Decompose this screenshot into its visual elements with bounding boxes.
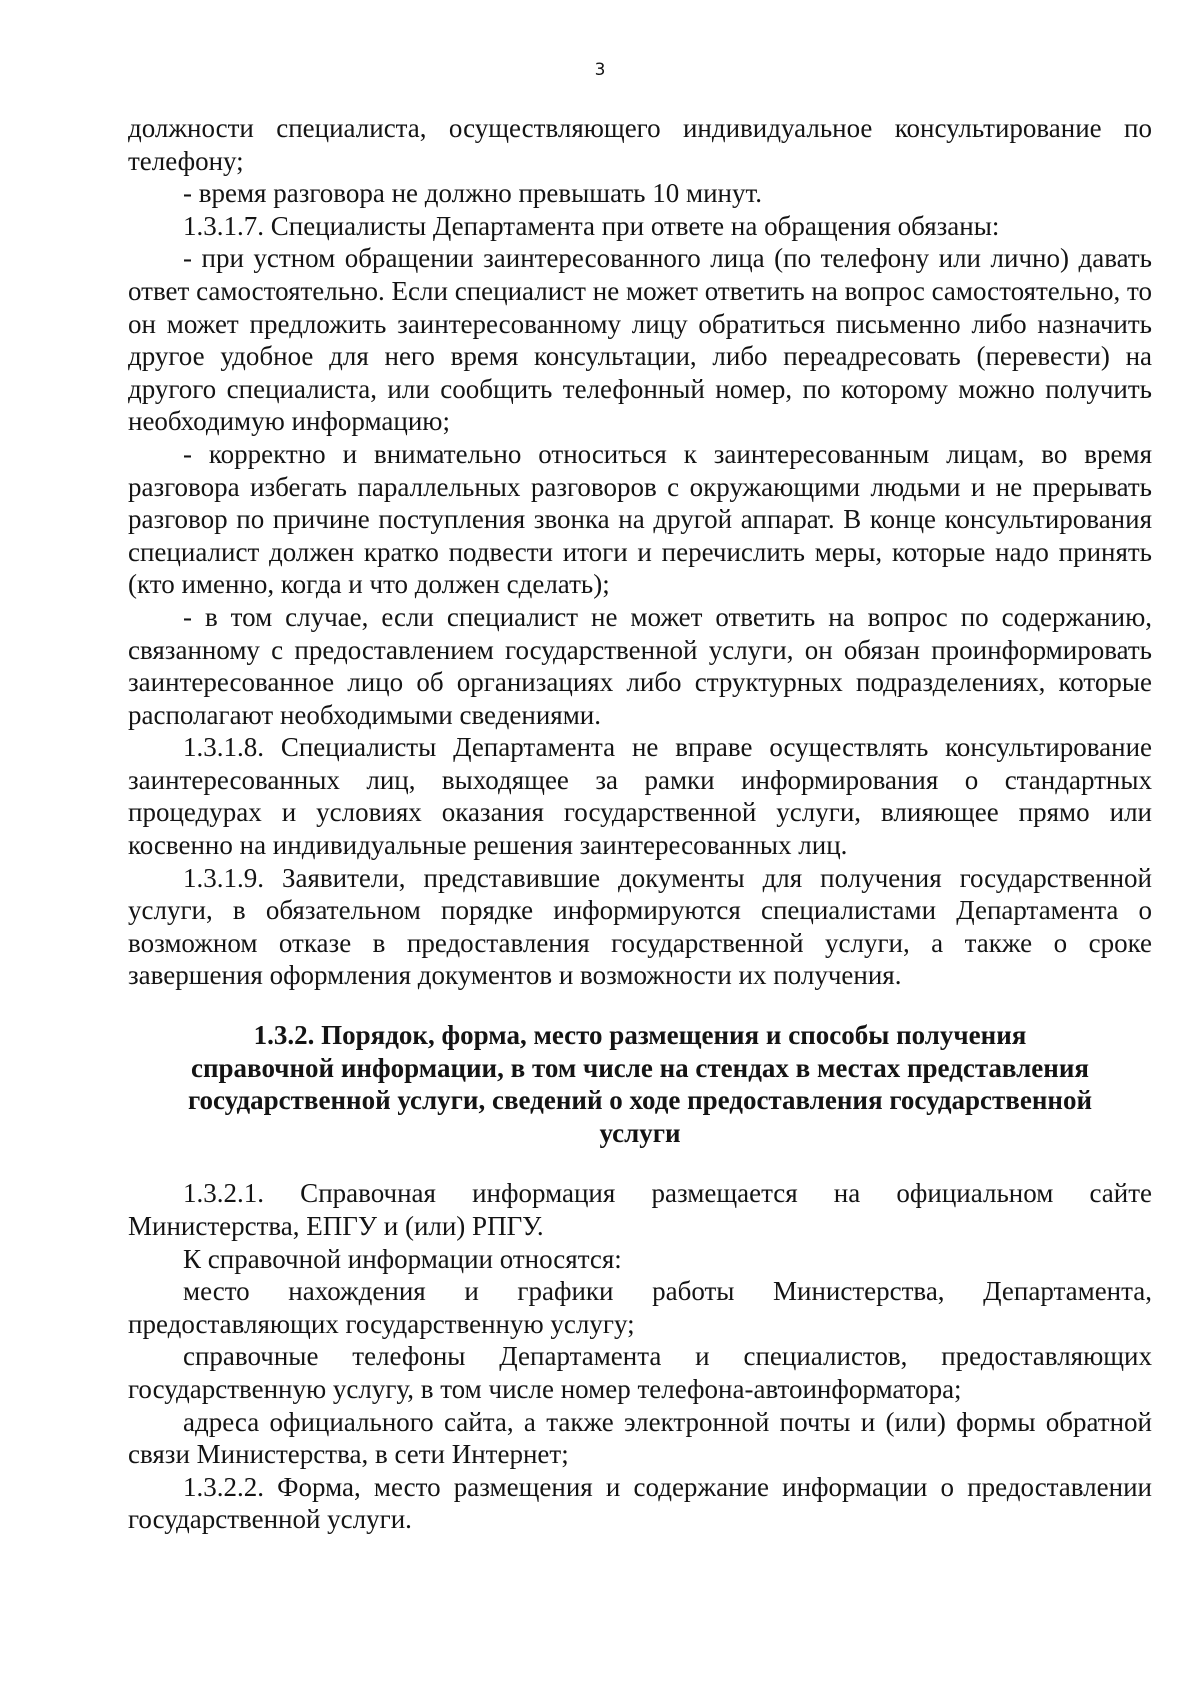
paragraph: 1.3.1.9. Заявители, представившие документы для получения государственной услуги, в обязательном порядке информируются специалистами Департамента о возможном отказе в предоставления государственной услуги, а также о сроке завершения оформления документов и возможности их получения. bbox=[128, 862, 1152, 991]
page-number: 3 bbox=[594, 60, 606, 80]
paragraph: 1.3.1.8. Специалисты Департамента не вправе осуществлять консультирование заинтересованных лиц, выходящее за рамки информирования о стандартных процедурах и условиях оказания государственной услуги, влияющее прямо или косвенно на индивидуальные решения заинтересованных лиц. bbox=[128, 732, 1152, 861]
paragraph: 1.3.2.2. Форма, место размещения и содержание информации о предоставлении государственной услуги. bbox=[128, 1471, 1152, 1535]
paragraph: место нахождения и графики работы Министерства, Департамента, предоставляющих государственную услугу; bbox=[128, 1276, 1152, 1339]
paragraph: - в том случае, если специалист не может ответить на вопрос по содержанию, связанному с предоставлением государственной услуги, он обязан проинформировать заинтересованное лицо об организациях либо структурных подразделениях, которые располагают необходимыми сведениями. bbox=[128, 601, 1152, 730]
section-heading-line: справочной информации, в том числе на стендах в местах представления bbox=[190, 1052, 1089, 1083]
paragraph: К справочной информации относятся: bbox=[183, 1243, 622, 1274]
section-heading bbox=[128, 1019, 1152, 1149]
paragraph: 1.3.1.7. Специалисты Департамента при ответе на обращения обязаны: bbox=[183, 210, 1000, 241]
section-heading-line: услуги bbox=[599, 1117, 681, 1148]
paragraph: - время разговора не должно превышать 10 минут. bbox=[183, 178, 762, 209]
paragraph: адреса официального сайта, а также электронной почты и (или) формы обратной связи Министерства, в сети Интернет; bbox=[128, 1406, 1152, 1470]
paragraph: справочные телефоны Департамента и специалистов, предоставляющих государственную услугу, в том числе номер телефона-автоинформатора; bbox=[128, 1341, 1152, 1404]
paragraph: должности специалиста, осуществляющего индивидуальное консультирование по телефону; bbox=[128, 113, 1152, 176]
paragraph: - при устном обращении заинтересованного лица (по телефону или лично) давать ответ самостоятельно. Если специалист не может ответить на вопрос самостоятельно, то он может предложить заинтересованному лицу обратиться письменно либо назначить другое удобное для него время консультации, либо переадресовать (перевести) на другого специалиста, или сообщить телефонный номер, по которому можно получить необходимую информацию; bbox=[128, 243, 1152, 437]
section-heading-line: государственной услуги, сведений о ходе предоставления государственной bbox=[187, 1085, 1093, 1116]
paragraph: - корректно и внимательно относиться к заинтересованным лицам, во время разговора избегать параллельных разговоров с окружающими людьми и не прерывать разговор по причине поступления звонка на другой аппарат. В конце консультирования специалист должен кратко подвести итоги и перечислить меры, которые надо принять (кто именно, когда и что должен сделать); bbox=[128, 438, 1152, 600]
section-heading-line: 1.3.2. Порядок, форма, место размещения и способы получения bbox=[253, 1020, 1027, 1051]
paragraph: 1.3.2.1. Справочная информация размещается на официальном сайте Министерства, ЕПГУ и (или) РПГУ. bbox=[128, 1178, 1152, 1241]
document-body bbox=[128, 112, 1152, 1536]
